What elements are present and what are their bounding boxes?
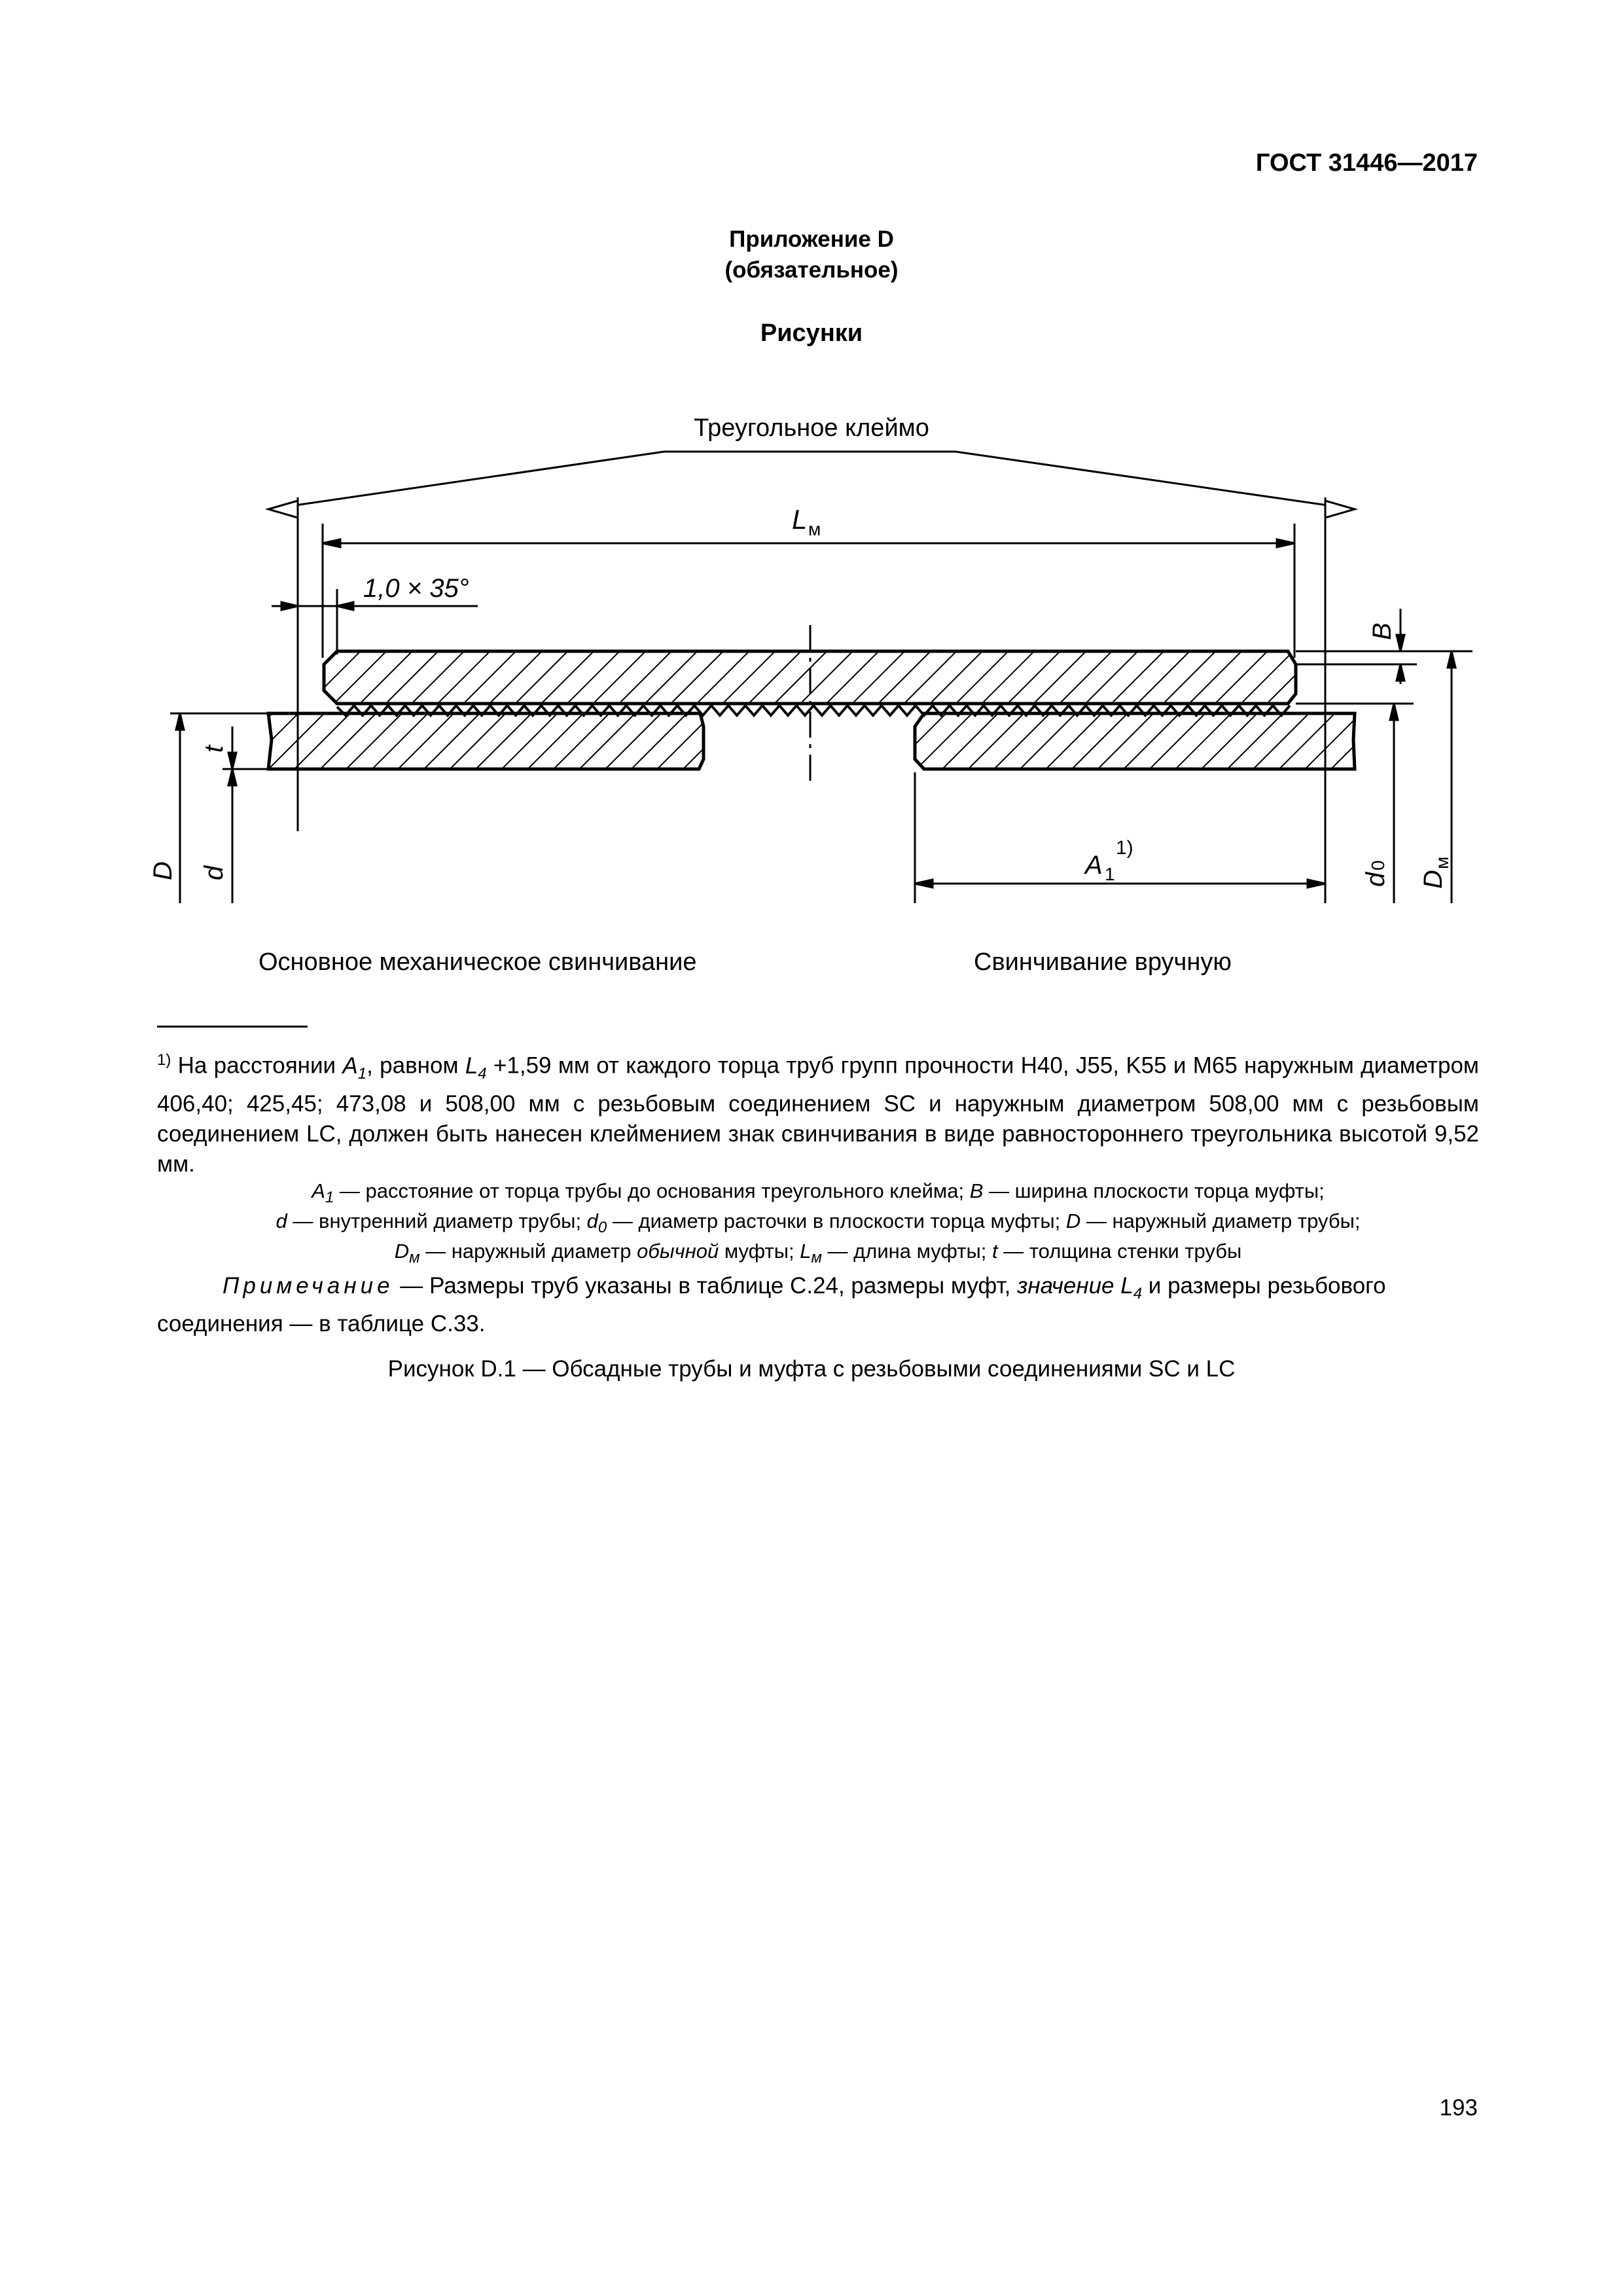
label-t: t <box>200 745 228 753</box>
appendix-title: Приложение D <box>729 226 894 252</box>
note-label: Примечание <box>223 1273 394 1299</box>
label-dm: D <box>1419 870 1448 889</box>
page-number: 193 <box>1439 2095 1478 2121</box>
label-a1-sup: 1) <box>1116 837 1133 859</box>
footnote-rule <box>157 1026 308 1028</box>
label-D: D <box>149 861 177 880</box>
stamp-pointer-lines <box>268 452 1355 509</box>
footnote-var-l: $L_4$ <box>465 1052 487 1083</box>
label-a1-sub: 1 <box>1105 864 1115 884</box>
chamfer-label: 1,0 × 35° <box>363 574 469 603</box>
label-a1: A <box>1085 851 1103 880</box>
stamp-arrow-right <box>1325 501 1355 518</box>
figure-caption: Рисунок D.1 — Обсадные трубы и муфта с резьбовыми соединениями SC и LC <box>387 1356 1236 1382</box>
appendix-status: (обязательное) <box>724 257 899 283</box>
footnote <box>157 1045 1479 1179</box>
label-b: B <box>1368 622 1397 640</box>
footnote-text-2: , равном <box>366 1052 465 1079</box>
label-d: d <box>200 865 228 880</box>
legend-line-1: $A_1$ — расстояние от торца трубы до основания треугольного клейма; B — ширина плоскости торца муфты; <box>312 1179 1325 1207</box>
footnote-text-1: На расстоянии <box>171 1052 343 1079</box>
label-lm-sub: м <box>808 519 821 539</box>
thread-profile <box>337 706 1290 715</box>
right-caption: Свинчивание вручную <box>974 948 1232 976</box>
label-d0: d <box>1361 872 1390 887</box>
footnote-text-3: +1,59 мм от каждого торца труб групп прочности H40, J55, K55 и M65 наружным диаметром 406,40; 425,45; 473,08 и 508,00 мм с резьбовым соединением SC и наружным диаметром 508,00 мм с резьбовым соединением LC, должен быть нанесен клеймением знак свинчивания в виде равностороннего треугольника высотой 9,52 мм. <box>157 1052 1479 1177</box>
right-pipe <box>915 713 1355 769</box>
label-lm: L <box>792 504 808 535</box>
figure-drawing <box>0 0 1623 1021</box>
stamp-arrow-left <box>268 501 298 518</box>
footnote-marker: 1) <box>157 1051 171 1069</box>
left-pipe <box>268 713 704 769</box>
legend-line-3: $D_м$ — наружный диаметр обычной муфты; $L_м$ — длина муфты; t — толщина стенки трубы <box>394 1240 1242 1267</box>
note: Примечание — Размеры труб указаны в таблице С.24, размеры муфт, значение $L_4$ и размеры резьбового соединения — в таблице С.33. <box>157 1273 1386 1336</box>
label-dm-sub: м <box>1432 856 1452 869</box>
left-caption: Основное механическое свинчивание <box>259 948 697 976</box>
section-title: Рисунки <box>760 319 863 347</box>
legend-line-2: d — внутренний диаметр трубы; $d_0$ — диаметр расточки в плоскости торца муфты; D — наружный диаметр трубы; <box>276 1210 1361 1237</box>
stamp-label: Треугольное клеймо <box>694 414 929 442</box>
footnote-var-a: $A_1$ <box>342 1052 367 1083</box>
standard-number: ГОСТ 31446—2017 <box>1255 149 1478 177</box>
label-d0-sub: 0 <box>1368 860 1388 870</box>
